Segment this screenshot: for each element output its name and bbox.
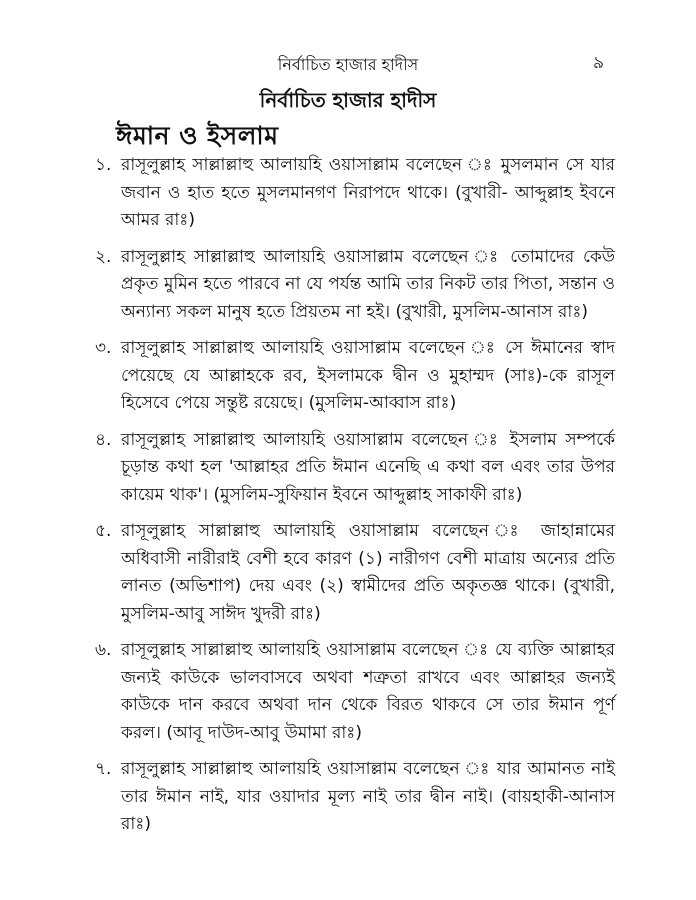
hadith-text: রাসূলুল্লাহ সাল্লাল্লাহু আলায়হি ওয়াসাল্লাম বলেছেন ঃ সে ঈমানের স্বাদ পেয়েছে যে আল্লাহকে রব, ইসলামকে দ্বীন ও মুহাম্মদ (সাঃ)-কে রাসূল হিসেবে পেয়ে সন্তুষ্ট রয়েছে। (মুসলিম-আব্বাস রাঃ) [121, 338, 615, 413]
hadith-number: ১. [95, 155, 112, 175]
hadith-item [95, 756, 615, 839]
hadith-text: রাসূলুল্লাহ সাল্লাল্লাহু আলায়হি ওয়াসাল্লাম বলেছেন ঃ যার আমানত নাই তার ঈমান নাই, যার ওয়াদার মূল্য নাই তার দ্বীন নাই। (বায়হাকী-আনাস রাঃ) [121, 759, 615, 834]
hadith-text: রাসূলুল্লাহ সাল্লাল্লাহু আলায়হি ওয়াসাল্লাম বলেছেন ঃ মুসলমান সে যার জবান ও হাত হতে মুসলমানগণ নিরাপদে থাকে। (বুখারী- আব্দুল্লাহ ইবনে আমর রাঃ) [121, 155, 615, 230]
hadith-number: ৭. [95, 759, 112, 779]
hadith-number: ২. [95, 246, 112, 267]
hadith-item [95, 335, 615, 418]
hadith-text: রাসূলুল্লাহ সাল্লাল্লাহু আলায়হি ওয়াসাল্লাম বলেছেন ঃ ইসলাম সম্পর্কে চূড়ান্ত কথা হল 'আল্লাহর প্রতি ঈমান এনেছি এ কথা বল এবং তার উপর কায়েম থাক'। (মুসলিম-সুফিয়ান ইবনে আব্দুল্লাহ সাকাফী রাঃ) [121, 429, 615, 505]
hadith-number: ৪. [95, 429, 112, 450]
hadith-item [95, 637, 615, 747]
hadith-list [95, 152, 615, 848]
hadith-number: ৫. [95, 521, 112, 541]
book-title: নির্বাচিত হাজার হাদীস [259, 88, 437, 112]
hadith-item [95, 152, 615, 235]
page-number: ৯ [592, 53, 604, 73]
hadith-item [95, 427, 615, 510]
hadith-number: ৩. [95, 338, 112, 358]
running-head: নির্বাচিত হাজার হাদীস [277, 55, 419, 74]
hadith-item [95, 518, 615, 628]
hadith-number: ৬. [95, 640, 112, 660]
hadith-text: রাসূলুল্লাহ সাল্লাল্লাহু আলায়হি ওয়াসাল্লাম বলেছেন ঃ তোমাদের কেউ প্রকৃত মুমিন হতে পারবে না যে পর্যন্ত আমি তার নিকট তার পিতা, সন্তান ও অন্যান্য সকল মানুষ হতে প্রিয়তম না হই। (বুখারী, মুসলিম-আনাস রাঃ) [121, 246, 615, 322]
section-heading: ঈমান ও ইসলাম [116, 121, 279, 150]
hadith-item [95, 244, 615, 327]
hadith-text: রাসূলুল্লাহ সাল্লাল্লাহু আলায়হি ওয়াসাল্লাম বলেছেন ঃ যে ব্যক্তি আল্লাহর জন্যই কাউকে ভালবাসবে অথবা শত্রুতা রাখবে এবং আল্লাহর জন্যই কাউকে দান করবে অথবা দান থেকে বিরত থাকবে সে তার ঈমান পূর্ণ করল। (আবূ দাউদ-আবু উমামা রাঃ) [121, 640, 615, 743]
hadith-text: রাসূলুল্লাহ সাল্লাল্লাহু আলায়হি ওয়াসাল্লাম বলেছেন ঃ জাহান্নামের অধিবাসী নারীরাই বেশী হবে কারণ (১) নারীগণ বেশী মাত্রায় অন্যের প্রতি লানত (অভিশাপ) দেয় এবং (২) স্বামীদের প্রতি অকৃতজ্ঞ থাকে। (বুখারী, মুসলিম-আবু সাঈদ খুদরী রাঃ) [121, 521, 615, 624]
